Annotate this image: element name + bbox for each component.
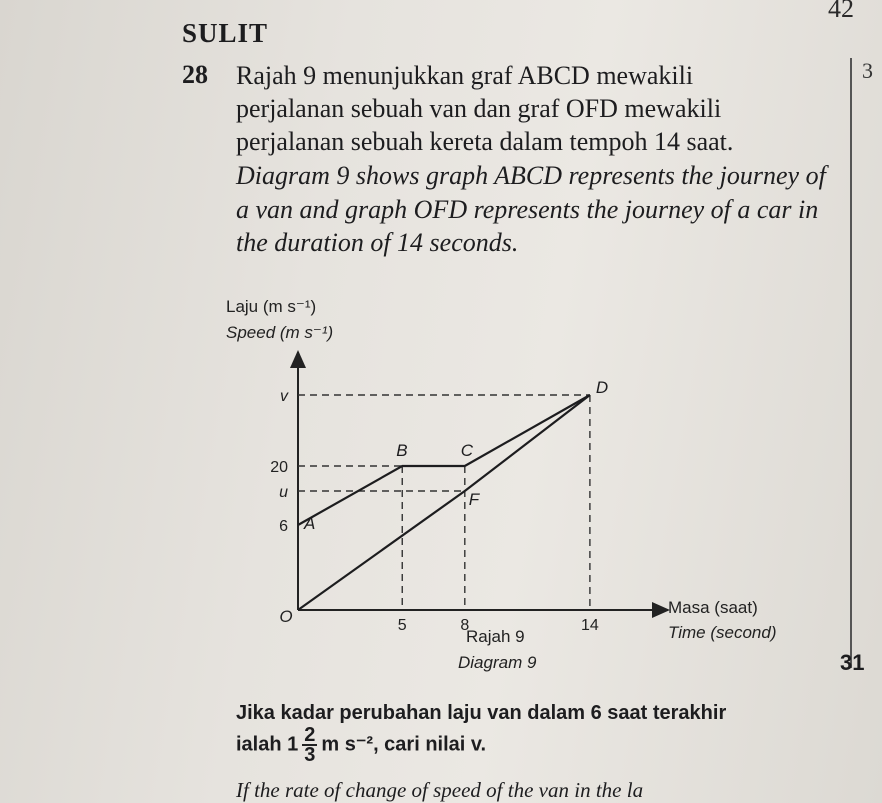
followup-line-2 <box>236 726 486 764</box>
series-lines <box>298 395 590 610</box>
followup-suffix: m s⁻², cari nilai v. <box>321 733 487 756</box>
fraction <box>302 726 317 764</box>
marks-box: 31 <box>840 650 865 675</box>
margin-mark: 3 <box>862 58 873 83</box>
xlabel-malay: Masa (saat) <box>668 598 758 617</box>
followup-line-1: Jika kadar perubahan laju van dalam 6 saat terakhir <box>236 702 727 724</box>
question-english-line-3: the duration of 14 seconds. <box>236 228 519 257</box>
y-tick-v: v <box>280 388 288 405</box>
question-malay-line-3: perjalanan sebuah kereta dalam tempoh 14 saat. <box>236 127 734 156</box>
question-english-line-1: Diagram 9 shows graph ABCD represents the journey of <box>236 161 826 190</box>
y-tick-6: 6 <box>279 518 288 535</box>
fraction-numerator: 2 <box>304 724 316 746</box>
caption-malay: Rajah 9 <box>466 627 525 646</box>
y-tick-20: 20 <box>270 459 288 476</box>
header-sulit: SULIT <box>182 18 269 48</box>
x-tick-14: 14 <box>581 617 599 634</box>
followup-line-3: If the rate of change of speed of the van in the la <box>236 778 644 802</box>
y-tick-u: u <box>279 484 288 501</box>
series-ofd <box>298 395 590 610</box>
ylabel-malay: Laju (m s⁻¹) <box>226 297 317 316</box>
question-english-line-2: a van and graph OFD represents the journey of a car in <box>236 195 819 224</box>
point-label-F: F <box>468 490 480 509</box>
x-tick-8: 8 <box>460 617 470 634</box>
point-label-B: B <box>396 441 408 460</box>
caption-english: Diagram 9 <box>458 653 537 672</box>
point-label-C: C <box>460 441 474 460</box>
point-labels <box>303 378 608 533</box>
origin-label: O <box>279 607 293 626</box>
page-number: 42 <box>828 0 854 23</box>
fraction-denominator: 3 <box>304 744 316 766</box>
x-tick-5: 5 <box>397 617 407 634</box>
followup-prefix: ialah 1 <box>236 733 299 756</box>
question-malay-line-2: perjalanan sebuah van dan graf OFD mewakili <box>236 94 722 123</box>
xlabel-english: Time (second) <box>668 623 777 642</box>
ylabel-english: Speed (m s⁻¹) <box>226 323 334 342</box>
question-malay-line-1: Rajah 9 menunjukkan graf ABCD mewakili <box>236 61 694 90</box>
question-number: 28 <box>182 60 208 89</box>
point-label-D: D <box>595 378 609 397</box>
point-label-A: A <box>304 514 316 533</box>
